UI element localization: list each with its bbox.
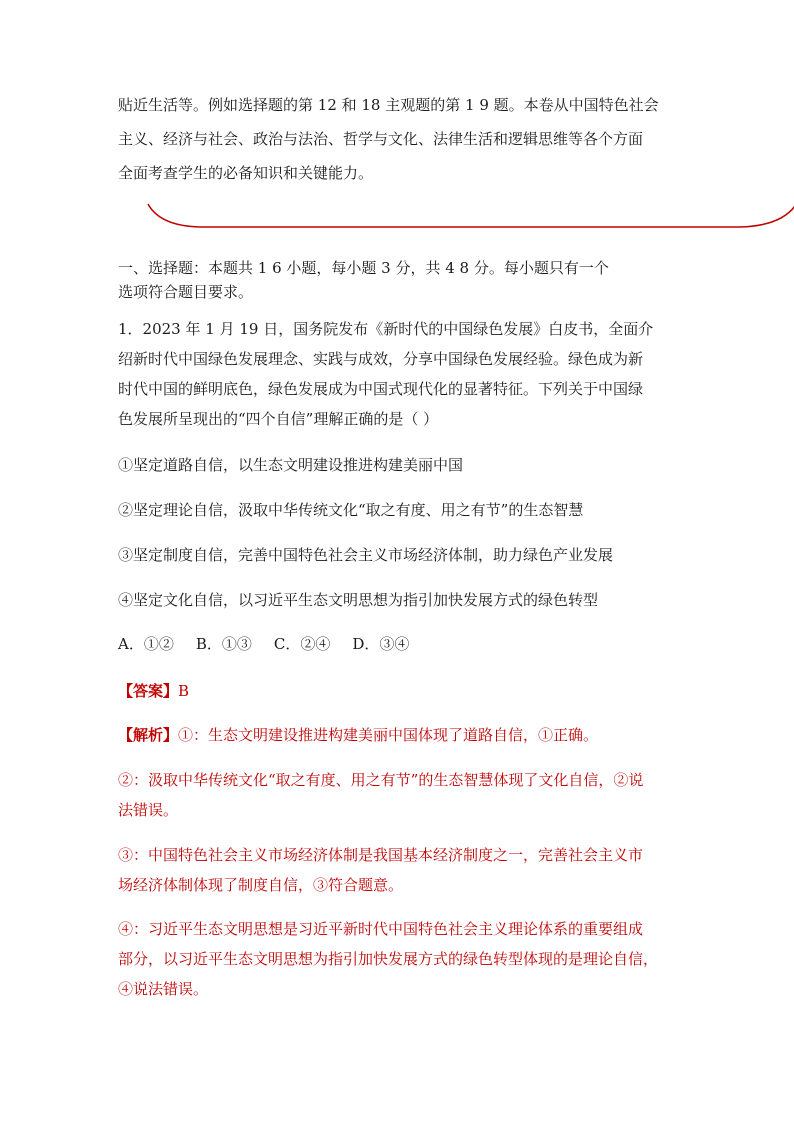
statement-text: ①坚定道路自信，以生态文明建设推进构建美丽中国 (118, 456, 464, 474)
intro-line: 贴近生活等。例如选择题的第 12 和 18 主观题的第 1 9 题。本卷从中国特色社会 (118, 96, 659, 114)
section-line: 一、选择题：本题共 1 6 小题，每小题 3 分，共 4 8 分。每小题只有一个 (118, 259, 609, 277)
statement-text: ④坚定文化自信，以习近平生态文明思想为指引加快发展方式的绿色转型 (118, 591, 599, 609)
intro-line: 主义、经济与社会、政治与法治、哲学与文化、法律生活和逻辑思维等各个方面 (118, 130, 644, 148)
choice-b: B．①③ (195, 635, 252, 653)
question-line: 时代中国的鲜明底色，绿色发展成为中国式现代化的显著特征。下列关于中国绿 (118, 380, 644, 398)
choice-d: D．③④ (352, 635, 410, 653)
analysis-text: ④说法错误。 (118, 980, 209, 998)
analysis-tag: 【解析】 (118, 726, 179, 744)
statement-2 (118, 498, 678, 522)
analysis-text: ④：习近平生态文明思想是习近平新时代中国特色社会主义理论体系的重要组成 (118, 920, 644, 938)
analysis-p4 (118, 914, 678, 1004)
answer-value: B (178, 682, 190, 700)
answer-line (118, 676, 678, 706)
statement-1 (118, 453, 678, 477)
analysis-text: 场经济体制体现了制度自信，③符合题意。 (118, 876, 404, 894)
answer-choices (118, 632, 678, 656)
answer-tag: 【答案】 (118, 682, 179, 700)
analysis-text: 部分，以习近平生态文明思想为指引加快发展方式的绿色转型体现的是理论自信， (118, 950, 659, 968)
analysis-p2 (118, 765, 678, 825)
choice-a: A．①② (118, 635, 174, 653)
analysis-text: ①：生态文明建设推进构建美丽中国体现了道路自信，①正确。 (178, 726, 599, 744)
question-line: 绍新时代中国绿色发展理念、实践与成效，分享中国绿色发展经验。绿色成为新 (118, 350, 644, 368)
analysis-p3 (118, 840, 678, 900)
intro-line: 全面考查学生的必备知识和关键能力。 (118, 164, 374, 182)
question-line: 1．2023 年 1 月 19 日，国务院发布《新时代的中国绿色发展》白皮书，全面介 (118, 320, 654, 338)
section-heading (118, 256, 678, 304)
question-stem (118, 314, 678, 434)
question-line: 色发展所呈现出的“四个自信”理解正确的是（ ） (118, 410, 439, 428)
statement-4 (118, 588, 678, 612)
analysis-text: 法错误。 (118, 801, 179, 819)
analysis-p1 (118, 720, 678, 750)
decorative-divider (140, 200, 794, 232)
statement-text: ③坚定制度自信，完善中国特色社会主义市场经济体制，助力绿色产业发展 (118, 546, 614, 564)
choice-c: C．②④ (273, 635, 331, 653)
section-line: 选项符合题目要求。 (118, 283, 254, 301)
statement-text: ②坚定理论自信，汲取中华传统文化“取之有度、用之有节”的生态智慧 (118, 501, 584, 519)
statement-3 (118, 543, 678, 567)
analysis-text: ③：中国特色社会主义市场经济体制是我国基本经济制度之一，完善社会主义市 (118, 846, 644, 864)
intro-paragraph (118, 88, 678, 190)
analysis-text: ②：汲取中华传统文化“取之有度、用之有节”的生态智慧体现了文化自信，②说 (118, 771, 644, 789)
